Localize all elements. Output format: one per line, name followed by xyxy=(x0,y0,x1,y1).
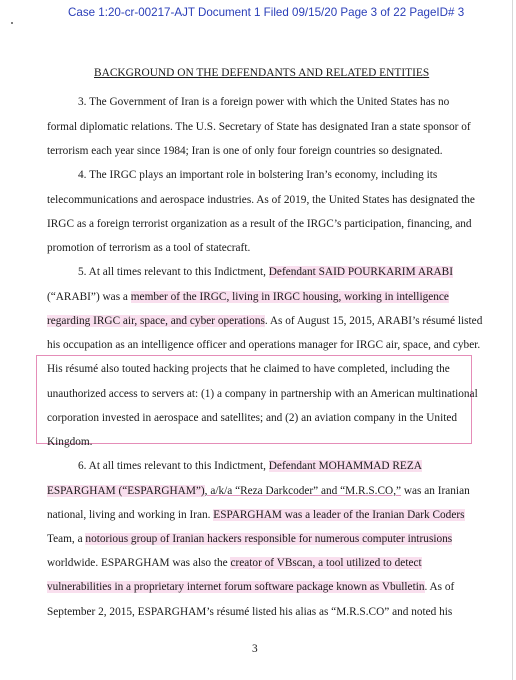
paragraph-5-line: Kingdom. xyxy=(47,436,93,448)
paragraph-3-line: terrorism each year since 1984; Iran is one of only four foreign countries so designated. xyxy=(47,145,443,157)
text-run: 5. At all times relevant to this Indictment, xyxy=(78,266,269,278)
paragraph-5-line: His résumé also touted hacking projects that he claimed to have completed, including the xyxy=(47,363,450,375)
text-run: . As of August 15, 2015, ARABI’s résumé listed xyxy=(264,315,483,327)
paragraph-5-line xyxy=(78,265,453,279)
page-number: 3 xyxy=(252,643,258,655)
paragraph-6-line xyxy=(47,532,452,546)
text-run: Team, a xyxy=(47,533,86,545)
paragraph-3-line: 3. The Government of Iran is a foreign power with which the United States has no xyxy=(78,96,450,108)
paragraph-6-line xyxy=(78,459,422,473)
text-run: was an Iranian xyxy=(401,485,470,497)
highlighted-text: regarding IRGC air, space, and cyber operations xyxy=(47,315,265,327)
highlighted-text: notorious group of Iranian hackers responsible for numerous computer intrusions xyxy=(85,533,453,545)
paragraph-4-line: telecommunications and aerospace industries. As of 2019, the United States has designated the xyxy=(47,194,475,206)
highlighted-text: ESPARGHAM (“ESPARGHAM”) xyxy=(47,485,205,497)
text-run: . As of xyxy=(424,581,455,593)
paragraph-6-line xyxy=(47,508,465,522)
paragraph-4-line: IRGC as a foreign terrorist organization as a result of the IRGC’s participation, financing, and xyxy=(47,218,472,230)
underlined-text: , a/k/a “Reza Darkcoder” and “M.R.S.CO,” xyxy=(204,485,402,497)
paragraph-4-line: 4. The IRGC plays an important role in bolstering Iran’s economy, including its xyxy=(78,169,438,181)
highlighted-text: Defendant MOHAMMAD REZA xyxy=(268,460,422,472)
highlighted-text: member of the IRGC, living in IRGC housing, working in intelligence xyxy=(130,291,449,303)
paragraph-6-line xyxy=(47,580,454,594)
paragraph-5-line: unauthorized access to servers at: (1) a company in partnership with an American multinational xyxy=(47,388,478,400)
paragraph-5-line xyxy=(47,314,482,328)
text-run: (“ARABI”) was a xyxy=(47,291,131,303)
highlighted-text: ESPARGHAM was a leader of the Iranian Dark Coders xyxy=(213,509,465,521)
highlighted-text: creator of VBscan, a tool utilized to detect xyxy=(230,557,422,569)
highlighted-text: Defendant SAID POURKARIM ARABI xyxy=(268,266,453,278)
paragraph-5-line: his occupation as an intelligence officer and operations manager for IRGC air, space, and cyber. xyxy=(47,339,481,351)
paragraph-6-line xyxy=(47,556,422,570)
section-heading: BACKGROUND ON THE DEFENDANTS AND RELATED ENTITIES xyxy=(94,67,430,79)
paragraph-4-line: promotion of terrorism as a tool of statecraft. xyxy=(47,242,251,254)
paragraph-3-line: formal diplomatic relations. The U.S. Secretary of State has designated Iran a state sponsor of xyxy=(47,121,471,133)
highlighted-text: vulnerabilities in a proprietary internet forum software package known as Vbulletin xyxy=(47,581,425,593)
text-run: 6. At all times relevant to this Indictment, xyxy=(78,460,269,472)
paragraph-5-line xyxy=(47,290,449,304)
paragraph-6-line: September 2, 2015, ESPARGHAM’s résumé listed his alias as “M.R.S.CO” and noted his xyxy=(47,606,453,618)
paragraph-5-line: corporation invested in aerospace and satellites; and (2) an aviation company in the United xyxy=(47,412,458,424)
paragraph-6-line xyxy=(47,484,470,498)
text-run: worldwide. ESPARGHAM was also the xyxy=(47,557,231,569)
scan-speck xyxy=(11,22,13,24)
text-run: national, living and working in Iran. xyxy=(47,509,214,521)
page-edge xyxy=(512,0,513,680)
case-header: Case 1:20-cr-00217-AJT Document 1 Filed 09/15/20 Page 3 of 22 PageID# 3 xyxy=(68,6,465,19)
